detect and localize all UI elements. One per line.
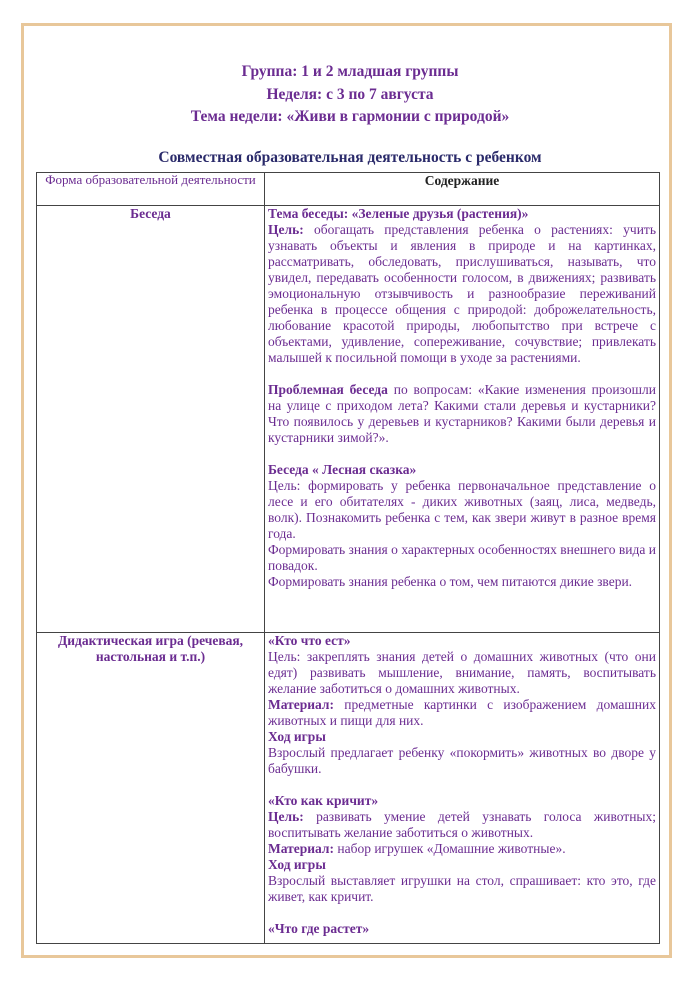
talk2-label: Проблемная беседа <box>268 382 388 397</box>
game2-material-label: Материал: <box>268 841 334 856</box>
game2-goal-label: Цель: <box>268 809 304 824</box>
column-header-form: Форма образовательной деятельности <box>37 173 265 206</box>
game2-goal-text: развивать умение детей узнавать голоса животных; воспитывать желание заботиться о животных. <box>268 809 656 840</box>
talk2-paragraph <box>268 382 656 446</box>
group-heading: Группа: 1 и 2 младшая группы <box>241 63 459 80</box>
week-heading: Неделя: с 3 по 7 августа <box>266 86 434 103</box>
talk1-title: Тема беседы: «Зеленые друзья (растения)» <box>268 206 529 221</box>
game1-course-text: Взрослый предлагает ребенку «покормить» животных во дворе у бабушки. <box>268 745 656 776</box>
content-cell-didactic-game <box>265 633 660 944</box>
talk1-goal-label: Цель: <box>268 222 304 237</box>
game1-material-text: предметные картинки с изображением домашних животных и пищи для них. <box>268 697 656 728</box>
talk3-text1: Цель: формировать у ребенка первоначальное представление о лесе и его обитателях - диких животных (заяц, лиса, медведь, волк). Познакомить ребенка с тем, как звери живут в разное время года. <box>268 478 656 541</box>
form-cell-didactic-game: Дидактическая игра (речевая, настольная и т.п.) <box>37 633 265 944</box>
talk3-text2: Формировать знания о характерных особенностях внешнего вида и повадок. <box>268 542 656 573</box>
game1-goal: Цель: закреплять знания детей о домашних животных (что они едят) развивать мышление, внимание, память, воспитывать желание заботиться о домашних животных. <box>268 649 656 696</box>
game2-course-label: Ход игры <box>268 857 326 872</box>
game2-title: «Кто как кричит» <box>268 793 379 808</box>
theme-heading: Тема недели: «Живи в гармонии с природой» <box>190 108 510 125</box>
content-cell-conversation <box>265 206 660 633</box>
game1-course-label: Ход игры <box>268 729 326 744</box>
game1-title: «Кто что ест» <box>268 633 351 648</box>
talk1-goal-text: обогащать представления ребенка о растениях: учить узнавать объекты и явления в природе и на картинках, рассматривать, обследовать, прислушиваться, называть, что увидел, передавать особенности голосом, в движениях; развивать эмоциональную отзывчивость и разнообразие переживаний ребенка в процессе общения с природой: доброжелательность, любование красотой природы, любопытство при встрече с объектами, удивление, сопереживание, сочувствие; привлекать малышей к посильной помощи в уходе за растениями. <box>268 222 656 365</box>
talk3-text3: Формировать знания ребенка о том, чем питаются дикие звери. <box>268 574 633 589</box>
game2-goal <box>268 809 656 841</box>
talk3-title: Беседа « Лесная сказка» <box>268 462 417 477</box>
activity-table <box>36 172 660 944</box>
game1-material <box>268 697 656 729</box>
game2-material-text: набор игрушек «Домашние животные». <box>334 841 566 856</box>
form-cell-conversation: Беседа <box>37 206 265 633</box>
table-header-row <box>37 173 660 206</box>
section-title: Совместная образовательная деятельность с ребенком <box>158 149 542 166</box>
table-row <box>37 633 660 944</box>
game2-material <box>268 841 656 857</box>
game2-course-text: Взрослый выставляет игрушки на стол, спрашивает: кто это, где живет, как кричит. <box>268 873 656 904</box>
game1-material-label: Материал: <box>268 697 334 712</box>
talk2-text: по вопросам: «Какие изменения произошли на улице с приходом лета? Какими стали деревья и кустарники? Что появилось у деревьев и кустарников? Какими были деревья и кустарники зимой?». <box>268 382 656 445</box>
talk1-goal <box>268 222 656 366</box>
column-header-content: Содержание <box>265 173 660 206</box>
table-row <box>37 206 660 633</box>
game3-title: «Что где растет» <box>268 921 370 936</box>
